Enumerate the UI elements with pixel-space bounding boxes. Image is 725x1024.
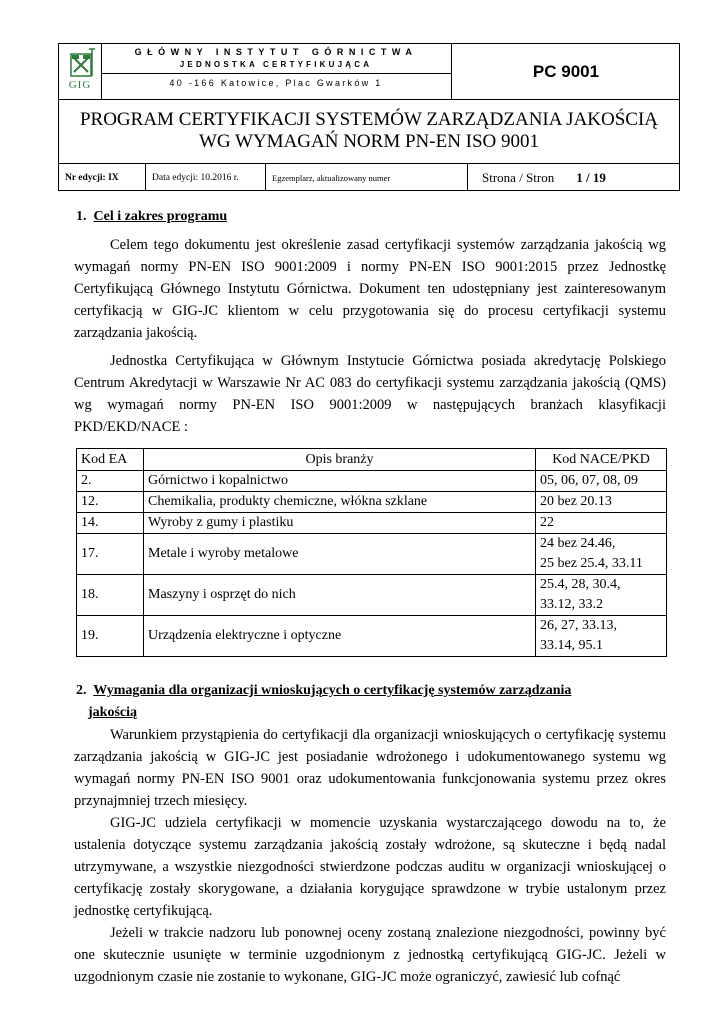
table-row xyxy=(77,513,667,534)
logo-text: GIG xyxy=(68,79,92,91)
nace-code-line-2: 33.12, 33.2 xyxy=(540,597,603,612)
section-2-paragraph-3: Jeżeli w trakcie nadzoru lub ponownej oceny zostaną znalezione niezgodności, powinny być one skutecznie usunięte w terminie uzgodnionym z jednostką certyfikującą GIG-JC. Jeżeli w uzgodnionym czasie nie zostanie to wykonane, GIG-JC może ograniczyć, zawiesić lub cofnąć xyxy=(74,925,666,985)
industry-description: Metale i wyroby metalowe xyxy=(144,534,536,575)
nace-code-line-1: 25.4, 28, 30.4, xyxy=(540,577,621,592)
industry-description: Urządzenia elektryczne i optyczne xyxy=(144,616,536,657)
document-title xyxy=(59,101,679,161)
table-row xyxy=(77,575,667,616)
gig-logo xyxy=(59,44,102,99)
nace-code xyxy=(536,575,667,616)
section-2-paragraph-2: GIG-JC udziela certyfikacji w momencie uzyskania wystarczającego dowodu na to, że ustalenia dotyczące systemu zarządzania jakością zostały wdrożone, są skuteczne i będą nadal utrzymywane, a wszystkie niezgodności stwierdzone podczas auditu w organizacji wnioskującej o certyfikację zostały skorygowane, a działania korygujące sprawdzone w trybie ustalonym przez jednostkę certyfikującą. xyxy=(74,815,666,919)
column-header-description: Opis branży xyxy=(144,449,536,471)
ea-code: 12. xyxy=(77,492,144,513)
ea-code: 19. xyxy=(77,616,144,657)
table-row xyxy=(77,492,667,513)
table-row xyxy=(77,471,667,492)
industry-description: Chemikalia, produkty chemiczne, włókna szklane xyxy=(144,492,536,513)
section-1 xyxy=(74,206,666,438)
institute-cell xyxy=(101,44,452,99)
page-label: Strona / Stron xyxy=(482,169,555,185)
section-2-paragraph-1: Warunkiem przystąpienia do certyfikacji dla organizacji wnioskujących o certyfikację systemu zarządzania jakością w GIG-JC jest posiadanie wdrożonego i udokumentowanego systemu wg wymagań normy PN-EN ISO 9001 oraz udokumentowania funkcjonowania systemu przez okres przynajmniej trzech miesięcy. xyxy=(74,727,666,809)
page-number: 1 / 19 xyxy=(576,169,606,185)
document-header xyxy=(58,43,680,191)
institute-divider xyxy=(101,73,451,74)
document-code: PC 9001 xyxy=(532,61,600,81)
title-line-1: PROGRAM CERTYFIKACJI SYSTEMÓW ZARZĄDZANIA JAKOŚCIĄ xyxy=(79,109,659,130)
institute-name: GŁÓWNY INSTYTUT GÓRNICTWA xyxy=(134,47,418,57)
section-1-title: Cel i zakres programu xyxy=(93,209,228,224)
table-row xyxy=(77,616,667,657)
nace-code: 05, 06, 07, 08, 09 xyxy=(536,471,667,492)
mining-hammers-icon xyxy=(59,46,101,80)
copy-number: Egzemplarz, aktualizowany numer xyxy=(266,164,468,191)
nace-code-line-1: 26, 27, 33.13, xyxy=(540,618,617,633)
section-1-paragraph-2: Jednostka Certyfikująca w Głównym Instytucie Górnictwa posiada akredytację Polskiego Centrum Akredytacji w Warszawie Nr AC 083 do certyfikacji systemu zarządzania jakością (QMS) wg wymagań normy PN-EN ISO 9001:2009 w następujących branżach klasyfikacji PKD/EKD/NACE : xyxy=(74,353,666,435)
nace-code: 22 xyxy=(536,513,667,534)
ea-code: 18. xyxy=(77,575,144,616)
section-2-heading-line-2 xyxy=(76,702,666,724)
institute-address: 40 -166 Katowice, Plac Gwarków 1 xyxy=(169,78,383,88)
section-2-heading xyxy=(76,680,666,724)
industry-description: Wyroby z gumy i plastiku xyxy=(144,513,536,534)
edition-date: Data edycji: 10.2016 r. xyxy=(146,164,266,191)
section-2-heading-line-1 xyxy=(76,680,666,702)
page-indicator xyxy=(468,164,679,191)
ea-code: 14. xyxy=(77,513,144,534)
title-line-2: WG WYMAGAŃ NORM PN-EN ISO 9001 xyxy=(198,131,540,152)
section-2-title-line-1: Wymagania dla organizacji wnioskujących o certyfikację systemów zarządzania xyxy=(93,683,572,698)
ea-code: 17. xyxy=(77,534,144,575)
column-header-nace: Kod NACE/PKD xyxy=(536,449,667,471)
table-row xyxy=(77,534,667,575)
section-1-paragraph-1: Celem tego dokumentu jest określenie zasad certyfikacji systemów zarządzania jakością wg wymagań normy PN-EN ISO 9001:2009 i normy PN-EN ISO 9001:2015 przez Jednostkę Certyfikującą Głównego Instytutu Górnictwa. Dokument ten udostępniany jest zainteresowanym certyfikacją w GIG-JC klientom w celu przygotowania się do procesu certyfikacji systemu zarządzania jakością. xyxy=(74,237,666,341)
nace-code xyxy=(536,616,667,657)
section-2 xyxy=(74,680,666,988)
nace-code: 20 bez 20.13 xyxy=(536,492,667,513)
column-header-ea: Kod EA xyxy=(77,449,144,471)
section-2-title-line-2: jakością xyxy=(88,705,137,720)
nace-code-line-1: 24 bez 24.46, xyxy=(540,536,616,551)
header-top-row xyxy=(59,44,679,100)
ea-codes-table xyxy=(76,448,667,657)
section-2-number: 2. xyxy=(76,683,87,698)
edition-number: Nr edycji: IX xyxy=(59,164,146,191)
nace-code xyxy=(536,534,667,575)
nace-code-line-2: 33.14, 95.1 xyxy=(540,638,603,653)
industry-description: Górnictwo i kopalnictwo xyxy=(144,471,536,492)
header-meta-row xyxy=(59,163,679,191)
industry-description: Maszyny i osprzęt do nich xyxy=(144,575,536,616)
section-1-heading xyxy=(76,206,666,228)
table-header-row xyxy=(77,449,667,471)
section-1-number: 1. xyxy=(76,209,87,224)
nace-code-line-2: 25 bez 25.4, 33.11 xyxy=(540,556,643,571)
unit-name: JEDNOSTKA CERTYFIKUJĄCA xyxy=(179,60,373,69)
ea-code: 2. xyxy=(77,471,144,492)
